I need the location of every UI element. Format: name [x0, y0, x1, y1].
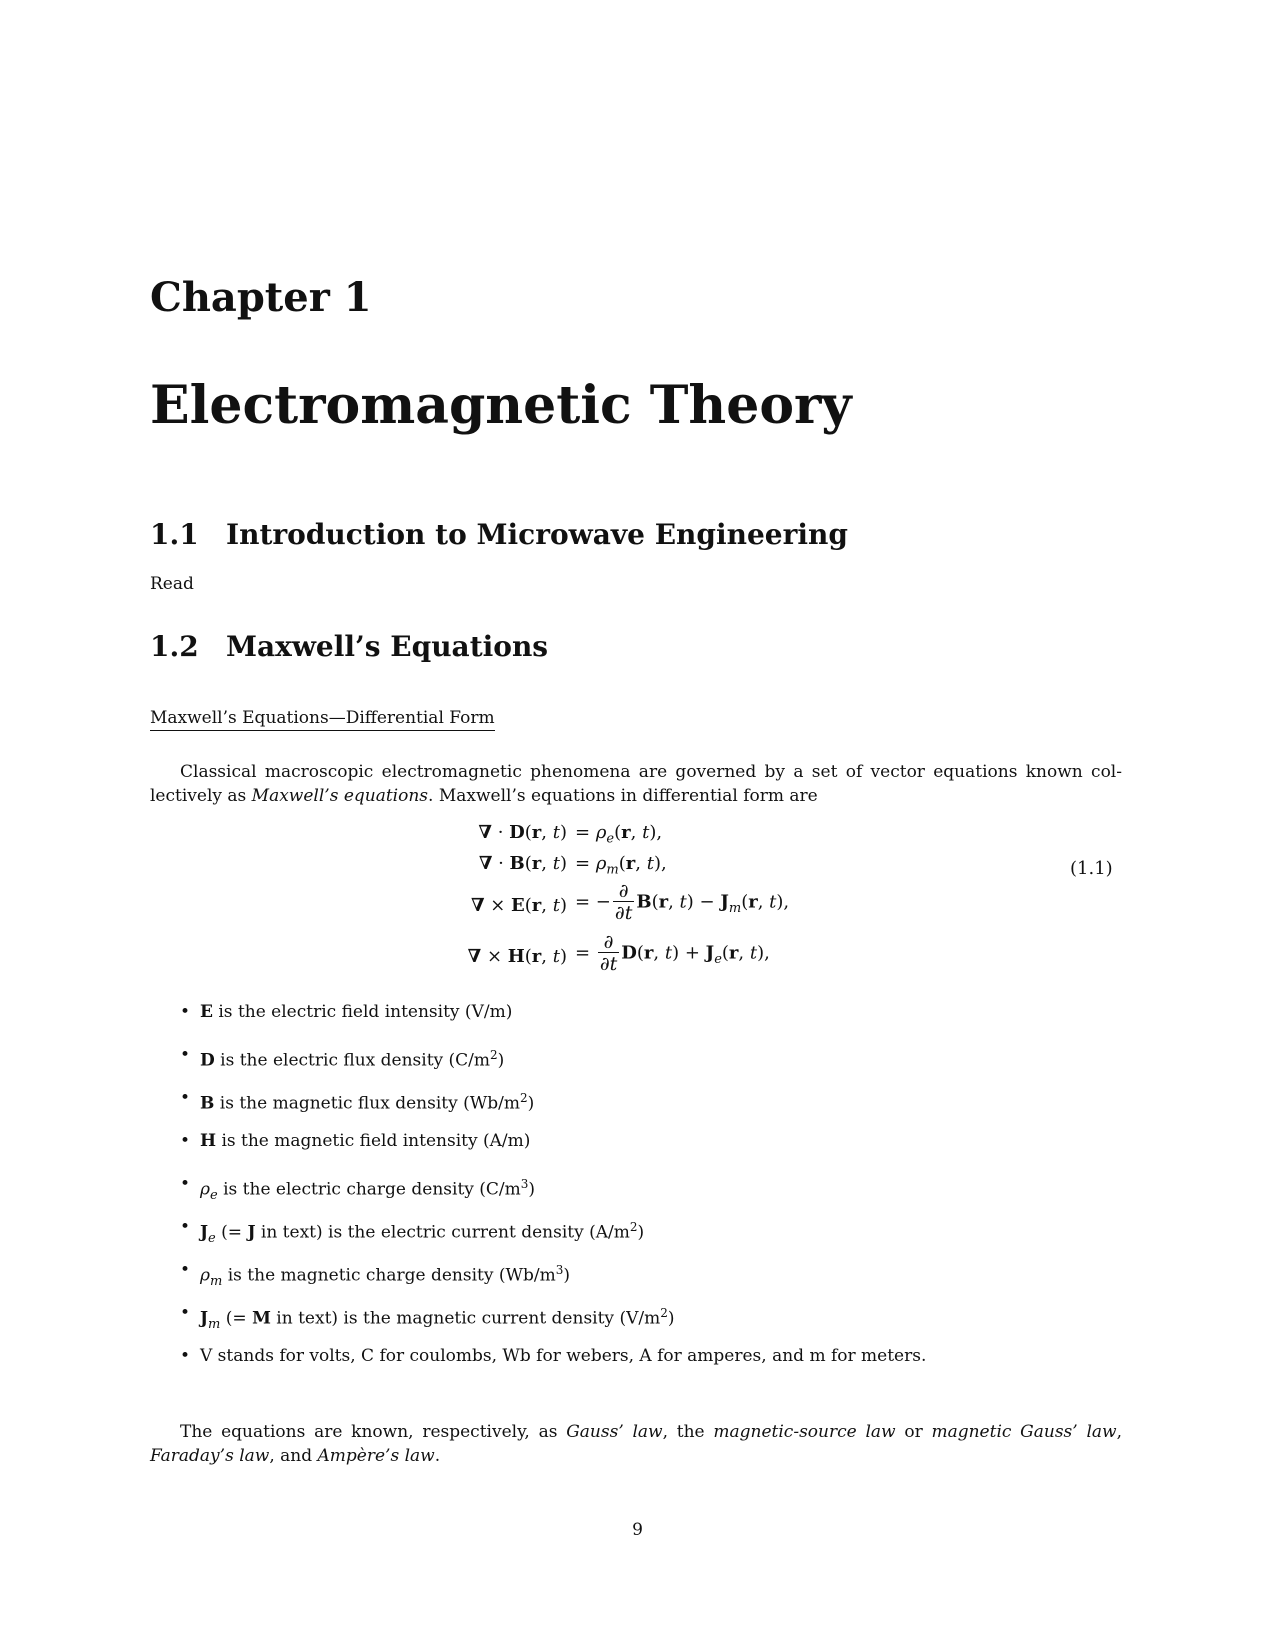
chapter-label: Chapter 1 — [150, 274, 372, 321]
bullet-icon: • — [180, 1174, 191, 1194]
equation-1-lhs: ∇ · D(r, t) — [478, 822, 567, 843]
section-heading-1-2 — [150, 630, 549, 663]
intro-paragraph — [150, 760, 1122, 808]
intro-text-after: . Maxwell’s equations in differential form are — [428, 786, 818, 806]
term-magnetic-gauss-law: magnetic Gauss’ law — [931, 1422, 1117, 1442]
term-faraday-law: Faraday’s law — [150, 1446, 270, 1466]
term-gauss-law: Gauss’ law — [566, 1422, 663, 1442]
list-item: • $J_m$ (= M in text) is the magnetic current density $(V/m^2)$ — [180, 1303, 675, 1333]
section-number: 1.1 — [150, 518, 199, 551]
equation-3-lhs: ∇ × E(r, t) — [470, 895, 567, 916]
list-item: • $\rho_e$ is the electric charge density $(C/m^3)$ — [180, 1174, 536, 1204]
equation-number: (1.1) — [1070, 858, 1113, 879]
list-item: • E is the electric field intensity (V/m) — [180, 1002, 513, 1022]
bullet-icon: • — [180, 1303, 191, 1323]
chapter-title: Electromagnetic Theory — [150, 375, 852, 436]
list-item: • D is the electric flux density $(C/m^2)$ — [180, 1045, 505, 1071]
bullet-icon: • — [180, 1260, 191, 1280]
equation-3-rhs: = − $\frac{\partial}{\partial t}$ B(r, $t) - J_m(r$, t), — [575, 880, 790, 924]
bullet-icon: • — [180, 1045, 191, 1065]
bullet-icon: • — [180, 1217, 191, 1237]
list-item: • H is the magnetic field intensity (A/m) — [180, 1131, 531, 1151]
intro-emphasis: Maxwell’s equations — [251, 786, 429, 806]
section-heading-1-1 — [150, 518, 848, 551]
intro-text-before: Classical macroscopic electromagnetic phenomena are governed by a set of vector equations known col-lectively as — [150, 762, 1122, 806]
bullet-icon: • — [180, 1346, 191, 1366]
list-item: • $J_e$ (= J in text) is the electric current density $(A/m^2)$ — [180, 1217, 645, 1247]
equation-2-rhs: = $\rho_m(r$, t), — [575, 853, 667, 878]
section-number: 1.2 — [150, 630, 199, 663]
list-item: • $\rho_m$ is the magnetic charge density $(Wb/m^3)$ — [180, 1260, 570, 1290]
section-body-read: Read — [150, 574, 194, 594]
equation-4-lhs: ∇ × H(r, t) — [467, 946, 567, 967]
section-title: Maxwell’s Equations — [226, 630, 549, 663]
page-number: 9 — [632, 1520, 643, 1540]
symbol-definition-list — [150, 1000, 926, 1387]
bullet-icon: • — [180, 1002, 191, 1022]
list-item: • B is the magnetic flux density $(Wb/m^2)$ — [180, 1088, 535, 1114]
equation-4-rhs: = $\frac{\partial}{\partial t}$ D(r, $t) + J_e(r$, t), — [575, 931, 770, 975]
list-item: • V stands for volts, C for coulombs, Wb for webers, A for amperes, and m for meters. — [180, 1346, 927, 1366]
section-title: Introduction to Microwave Engineering — [226, 518, 848, 551]
term-ampere-law: Ampère’s law — [317, 1446, 435, 1466]
subheading-differential-form: Maxwell’s Equations—Differential Form — [150, 708, 495, 731]
equation-2-lhs: ∇ · B(r, t) — [478, 853, 567, 874]
term-magnetic-source-law: magnetic-source law — [713, 1422, 896, 1442]
closing-paragraph: The equations are known, respectively, as Gauss’ law, the magnetic-source law or magnetic Gauss’ law, Faraday’s law, and Ampère’s law. — [150, 1422, 1122, 1466]
bullet-icon: • — [180, 1131, 191, 1151]
equation-1-rhs: = $\rho_e(r$, t), — [575, 822, 663, 847]
bullet-icon: • — [180, 1088, 191, 1108]
